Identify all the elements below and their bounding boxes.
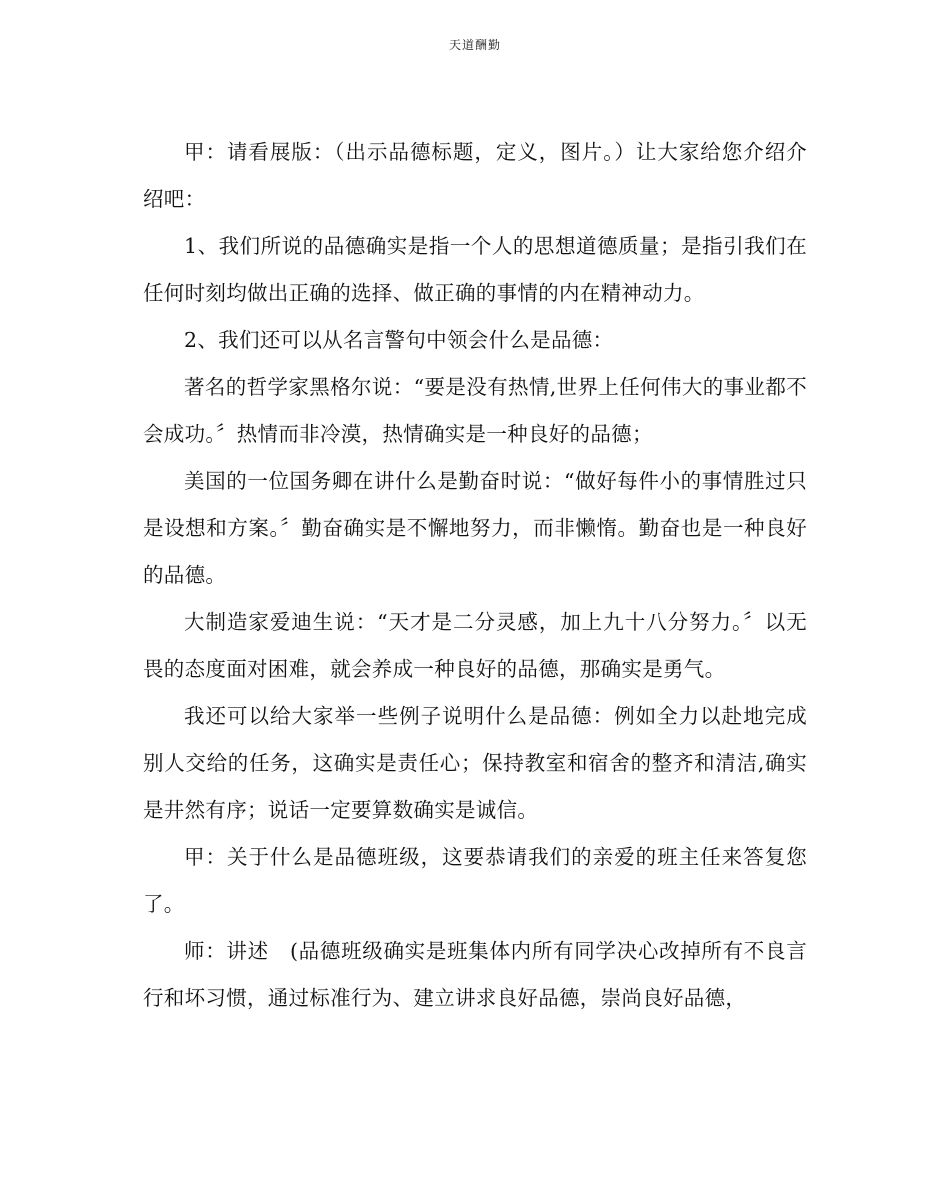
document-body	[143, 129, 807, 1022]
paragraph: 甲：请看展版：（出示品德标题，定义，图片。）让大家给您介绍介绍吧：	[143, 140, 807, 211]
paragraph: 师：讲述 (品德班级确实是班集体内所有同学决心改掉所有不良言行和坏习惯，通过标准行为、建立讲求良好品德，崇尚良好品德，	[143, 939, 807, 1010]
paragraph: 美国的一位国务卿在讲什么是勤奋时说：“做好每件小的事情胜过只是设想和方案。〞勤奋确实是不懈地努力，而非懒惰。勤奋也是一种良好的品德。	[143, 469, 807, 587]
page-header: 天道酬勤	[448, 38, 501, 52]
paragraph: 著名的哲学家黑格尔说：“要是没有热情,世界上任何伟大的事业都不会成功。〞热情而非冷漠，热情确实是一种良好的品德；	[143, 375, 807, 446]
paragraph: 我还可以给大家举一些例子说明什么是品德：例如全力以赴地完成别人交给的任务，这确实是责任心；保持教室和宿舍的整齐和清洁,确实是井然有序；说话一定要算数确实是诚信。	[143, 704, 807, 822]
paragraph: 1、我们所说的品德确实是指一个人的思想道德质量；是指引我们在任何时刻均做出正确的选择、做正确的事情的内在精神动力。	[143, 234, 807, 305]
paragraph: 甲：关于什么是品德班级，这要恭请我们的亲爱的班主任来答复您了。	[143, 845, 807, 916]
paragraph: 大制造家爱迪生说：“天才是二分灵感，加上九十八分努力。〞以无畏的态度面对困难，就会养成一种良好的品德，那确实是勇气。	[143, 610, 807, 681]
paragraph: 2、我们还可以从名言警句中领会什么是品德：	[184, 328, 614, 352]
